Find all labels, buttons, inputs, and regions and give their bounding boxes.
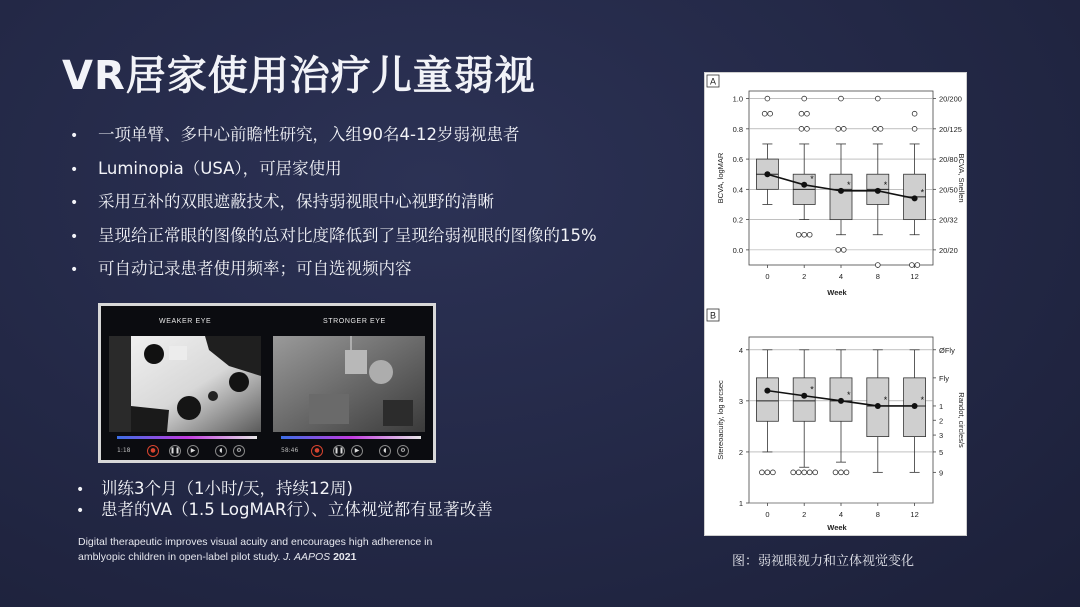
bullet-item [70, 185, 597, 219]
significance-star: * [810, 384, 814, 395]
forward-icon[interactable]: ▶ [351, 445, 363, 457]
outlier-point [912, 111, 917, 116]
outlier-point [841, 247, 846, 252]
outlier-point [875, 96, 880, 101]
bullet-item [70, 219, 597, 253]
result-bullet-list [76, 478, 493, 520]
stronger-eye-label: STRONGER EYE [323, 318, 386, 325]
bullet-text: 可自动记录患者使用频率；可自选视频内容 [98, 259, 412, 278]
y-tick-label: 3 [738, 396, 743, 406]
outlier-point [799, 126, 804, 131]
panel-label: B [709, 310, 717, 321]
bullet-dot: • [70, 228, 79, 245]
outlier-point [807, 232, 812, 237]
outlier-point [796, 470, 801, 475]
outlier-point [915, 263, 920, 268]
y2-tick-label: 2 [939, 416, 944, 426]
significance-star: * [810, 173, 814, 184]
bullet-text: 呈现给正常眼的图像的总对比度降低到了呈现给弱视眼的图像的15% [98, 225, 597, 245]
mean-point [801, 393, 807, 399]
bullet-dot: • [70, 128, 79, 144]
settings-icon[interactable]: ⚙ [233, 445, 245, 457]
bullet-text: 采用互补的双眼遮蔽技术，保持弱视眼中心视野的清晰 [98, 192, 494, 211]
forward-icon[interactable]: ▶ [187, 445, 199, 457]
mean-point [875, 403, 881, 409]
x-tick-label: 4 [838, 510, 844, 519]
y2-axis-label: BCVA, Snellen [957, 153, 966, 203]
outlier-point [802, 96, 807, 101]
y2-tick-label: 20/50 [939, 185, 958, 195]
outlier-point [765, 470, 770, 475]
x-tick-label: 8 [875, 510, 880, 519]
y-axis-label: Stereoacuity, log arcsec [716, 380, 725, 460]
outlier-point [836, 126, 841, 131]
outlier-point [839, 470, 844, 475]
mean-point [912, 195, 918, 201]
y-tick-label: 0.8 [732, 124, 743, 134]
outlier-point [762, 111, 767, 116]
outlier-point [802, 232, 807, 237]
citation-line2 [78, 550, 432, 565]
therapy-video-screenshot[interactable] [98, 303, 436, 463]
time-start: 1:18 [117, 447, 131, 454]
x-axis-label: Week [827, 523, 847, 532]
box-plot-figure [705, 73, 966, 535]
slide-title: VR居家使用治疗儿童弱视 [62, 53, 536, 99]
bullet-item [76, 499, 493, 520]
outlier-point [912, 126, 917, 131]
mean-point [838, 398, 844, 404]
significance-star: * [883, 179, 888, 190]
outlier-point [841, 126, 846, 131]
y2-tick-label: 20/125 [939, 124, 962, 134]
x-tick-label: 4 [838, 272, 844, 281]
outlier-point [873, 126, 878, 131]
weaker-eye-label: WEAKER EYE [159, 318, 212, 325]
outlier-point [813, 470, 818, 475]
outlier-point [765, 96, 770, 101]
y-tick-label: 4 [738, 345, 743, 355]
outlier-point [909, 263, 914, 268]
y2-tick-label: ØFly [939, 345, 955, 355]
significance-star: * [920, 187, 925, 198]
outlier-point [875, 263, 880, 268]
bullet-item [70, 252, 597, 286]
bullet-item [76, 478, 493, 499]
y2-tick-label: 20/32 [939, 215, 958, 225]
outlier-point [799, 111, 804, 116]
y2-tick-label: 20/80 [939, 155, 958, 165]
outlier-point [836, 247, 841, 252]
y2-tick-label: 5 [939, 447, 944, 457]
y2-tick-label: 1 [939, 401, 944, 411]
significance-star: * [847, 389, 851, 400]
x-tick-label: 2 [802, 510, 807, 519]
mean-point [764, 388, 770, 394]
outlier-point [878, 126, 883, 131]
outlier-point [839, 96, 844, 101]
mean-point [912, 403, 918, 409]
y-tick-label: 0.0 [732, 245, 743, 255]
record-icon[interactable]: ● [147, 445, 159, 457]
weaker-eye-image [109, 336, 261, 432]
mean-point [764, 171, 770, 177]
y2-tick-label: 3 [939, 431, 944, 441]
citation-year: 2021 [333, 551, 357, 563]
y-tick-label: 1 [738, 499, 743, 508]
controls-right [281, 445, 421, 459]
settings-icon[interactable]: ⚙ [397, 445, 409, 457]
y-tick-label: 2 [738, 447, 743, 457]
bullet-item [70, 118, 597, 152]
outlier-point [805, 111, 810, 116]
figure-caption: 图：弱视眼视力和立体视觉变化 [732, 554, 915, 569]
x-tick-label: 12 [910, 510, 919, 519]
pause-icon[interactable]: ❚❚ [333, 445, 345, 457]
figure-panel [704, 72, 967, 536]
bullet-dot: • [76, 482, 85, 498]
bullet-dot: • [70, 195, 79, 211]
bullet-dot: • [76, 503, 85, 519]
outlier-point [760, 470, 765, 475]
y-tick-label: 0.4 [732, 185, 743, 195]
bullet-text: 患者的VA（1.5 LogMAR行）、立体视觉都有显著改善 [101, 500, 493, 519]
bullet-text: 一项单臂、多中心前瞻性研究，入组90名4-12岁弱视患者 [98, 125, 520, 144]
y2-axis-label: Randot, circles/s [957, 392, 966, 448]
outlier-point [833, 470, 838, 475]
citation-journal: J. AAPOS [283, 551, 331, 563]
x-tick-label: 0 [765, 272, 770, 281]
significance-star: * [920, 394, 925, 405]
time-end: 58:46 [281, 447, 299, 454]
mean-point [875, 188, 881, 194]
panel-label: A [709, 76, 717, 87]
y2-tick-label: Fly [939, 373, 949, 383]
controls-left [117, 445, 257, 459]
bullet-dot: • [70, 262, 79, 278]
bullet-text: Luminopia（USA），可居家使用 [98, 158, 342, 178]
y-tick-label: 1.0 [732, 94, 743, 104]
outlier-point [771, 470, 776, 475]
x-tick-label: 0 [765, 510, 770, 519]
x-tick-label: 8 [875, 272, 880, 281]
bullet-item [70, 152, 597, 186]
y-axis-label: BCVA, logMAR [716, 152, 725, 204]
x-tick-label: 12 [910, 272, 919, 281]
y-tick-label: 0.6 [732, 155, 743, 165]
citation-text: amblyopic children in open-label pilot study. [78, 551, 281, 563]
outlier-point [796, 232, 801, 237]
citation-line1: Digital therapeutic improves visual acuity and encourages high adherence in [78, 536, 433, 548]
stronger-eye-image [273, 336, 425, 432]
y2-tick-label: 20/20 [939, 245, 958, 255]
outlier-point [805, 126, 810, 131]
significance-star: * [883, 394, 888, 405]
y-tick-label: 0.2 [732, 215, 743, 225]
progress-bar-right[interactable] [281, 436, 421, 439]
outlier-point [844, 470, 849, 475]
outlier-point [807, 470, 812, 475]
bullet-text: 训练3个月（1小时/天，持续12周) [101, 479, 353, 498]
significance-star: * [847, 179, 851, 190]
box [756, 378, 778, 421]
record-icon[interactable]: ● [311, 445, 323, 457]
bullet-dot: • [70, 161, 79, 178]
mean-point [838, 188, 844, 194]
progress-bar-left[interactable] [117, 436, 257, 439]
bullet-list [70, 118, 597, 286]
y2-tick-label: 9 [939, 468, 944, 478]
y2-tick-label: 20/200 [939, 94, 962, 104]
x-axis-label: Week [827, 288, 847, 297]
outlier-point [768, 111, 773, 116]
volume-icon[interactable]: ◖ [379, 445, 391, 457]
pause-icon[interactable]: ❚❚ [169, 445, 181, 457]
x-tick-label: 2 [802, 272, 807, 281]
outlier-point [802, 470, 807, 475]
citation [78, 535, 432, 565]
volume-icon[interactable]: ◖ [215, 445, 227, 457]
outlier-point [791, 470, 796, 475]
mean-point [801, 182, 807, 188]
